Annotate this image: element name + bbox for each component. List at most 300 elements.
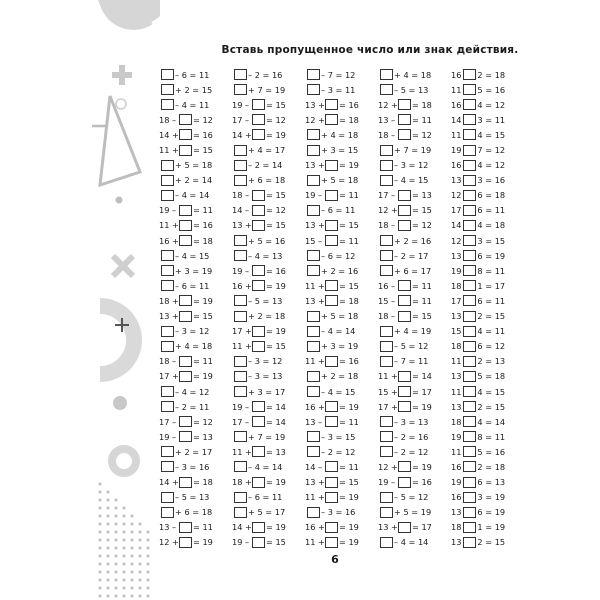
answer-box[interactable] bbox=[234, 461, 247, 472]
exercise-row bbox=[305, 309, 378, 324]
exercise-text: + 6 = 18 bbox=[175, 507, 213, 518]
exercise-column bbox=[378, 67, 451, 550]
exercise-text: = 12 bbox=[193, 416, 213, 427]
answer-box[interactable] bbox=[463, 175, 476, 186]
answer-box[interactable] bbox=[463, 492, 476, 503]
exercise-operand: 18 bbox=[451, 416, 462, 427]
exercise-text: 3 = 11 bbox=[477, 114, 506, 125]
exercise-row bbox=[159, 142, 232, 157]
answer-box[interactable] bbox=[252, 265, 265, 276]
answer-box[interactable] bbox=[463, 265, 476, 276]
exercise-text: = 19 bbox=[266, 129, 286, 140]
answer-box[interactable] bbox=[380, 492, 393, 503]
exercise-row bbox=[232, 414, 305, 429]
exercise-row bbox=[232, 278, 305, 293]
answer-box[interactable] bbox=[463, 190, 476, 201]
answer-box[interactable] bbox=[161, 492, 174, 503]
answer-box[interactable] bbox=[161, 160, 174, 171]
exercise-row bbox=[159, 248, 232, 263]
answer-box[interactable] bbox=[252, 220, 265, 231]
exercise-text: = 15 bbox=[412, 205, 432, 216]
exercise-row bbox=[378, 535, 451, 550]
answer-box[interactable] bbox=[463, 477, 476, 488]
exercise-text: = 19 bbox=[412, 461, 432, 472]
answer-box[interactable] bbox=[463, 235, 476, 246]
exercise-text: = 11 bbox=[193, 522, 213, 533]
exercise-text: 3 = 19 bbox=[477, 492, 506, 503]
exercise-row bbox=[451, 233, 524, 248]
answer-box[interactable] bbox=[307, 507, 320, 518]
answer-box[interactable] bbox=[325, 537, 338, 548]
answer-box[interactable] bbox=[161, 280, 174, 291]
exercise-operand: 13 + bbox=[305, 160, 325, 171]
exercise-row bbox=[451, 369, 524, 384]
answer-box[interactable] bbox=[252, 416, 265, 427]
exercise-row bbox=[305, 324, 378, 339]
answer-box[interactable] bbox=[380, 537, 393, 548]
exercise-operand: 19 bbox=[451, 431, 462, 442]
exercise-row bbox=[232, 324, 305, 339]
exercise-row bbox=[378, 339, 451, 354]
exercise-text: – 4 = 15 bbox=[175, 250, 210, 261]
exercise-column bbox=[232, 67, 305, 550]
exercise-row bbox=[451, 384, 524, 399]
exercise-operand: 13 + bbox=[159, 311, 179, 322]
exercise-row bbox=[232, 429, 305, 444]
exercise-row bbox=[159, 67, 232, 82]
answer-box[interactable] bbox=[234, 295, 247, 306]
answer-box[interactable] bbox=[252, 341, 265, 352]
answer-box[interactable] bbox=[252, 477, 265, 488]
exercise-row bbox=[451, 399, 524, 414]
exercise-operand: 11 + bbox=[159, 145, 179, 156]
answer-box[interactable] bbox=[234, 492, 247, 503]
exercise-operand: 13 + bbox=[232, 220, 252, 231]
exercise-operand: 11 + bbox=[159, 220, 179, 231]
page-number: 6 bbox=[331, 553, 339, 566]
exercise-text: – 6 = 11 bbox=[248, 492, 283, 503]
answer-box[interactable] bbox=[179, 220, 192, 231]
exercise-operand: 16 + bbox=[305, 522, 325, 533]
answer-box[interactable] bbox=[234, 145, 247, 156]
answer-box[interactable] bbox=[380, 507, 393, 518]
exercise-operand: 13 bbox=[451, 401, 462, 412]
answer-box[interactable] bbox=[463, 522, 476, 533]
answer-box[interactable] bbox=[380, 250, 393, 261]
answer-box[interactable] bbox=[252, 446, 265, 457]
answer-box[interactable] bbox=[325, 235, 338, 246]
exercise-row bbox=[159, 173, 232, 188]
exercise-row bbox=[232, 399, 305, 414]
answer-box[interactable] bbox=[161, 69, 174, 80]
exercise-text: = 11 bbox=[412, 295, 432, 306]
answer-box[interactable] bbox=[463, 416, 476, 427]
exercise-operand: 12 + bbox=[305, 114, 325, 125]
exercise-operand: 13 – bbox=[378, 114, 396, 125]
exercise-text: + 4 = 19 bbox=[394, 326, 432, 337]
answer-box[interactable] bbox=[252, 205, 265, 216]
exercise-row bbox=[305, 414, 378, 429]
answer-box[interactable] bbox=[380, 69, 393, 80]
exercise-operand: 18 bbox=[451, 341, 462, 352]
answer-box[interactable] bbox=[179, 477, 192, 488]
answer-box[interactable] bbox=[325, 99, 338, 110]
answer-box[interactable] bbox=[307, 145, 320, 156]
answer-box[interactable] bbox=[179, 537, 192, 548]
answer-box[interactable] bbox=[398, 190, 411, 201]
exercise-text: = 19 bbox=[339, 537, 359, 548]
answer-box[interactable] bbox=[325, 522, 338, 533]
answer-box[interactable] bbox=[179, 114, 192, 125]
exercise-text: 6 = 13 bbox=[477, 477, 506, 488]
answer-box[interactable] bbox=[380, 416, 393, 427]
answer-box[interactable] bbox=[463, 311, 476, 322]
answer-box[interactable] bbox=[252, 522, 265, 533]
answer-box[interactable] bbox=[234, 84, 247, 95]
exercise-row bbox=[378, 203, 451, 218]
exercise-operand: 15 + bbox=[378, 386, 398, 397]
answer-box[interactable] bbox=[463, 356, 476, 367]
answer-box[interactable] bbox=[463, 341, 476, 352]
exercise-operand: 11 bbox=[451, 356, 462, 367]
answer-box[interactable] bbox=[380, 84, 393, 95]
exercise-operand: 11 bbox=[451, 129, 462, 140]
exercise-operand: 18 + bbox=[159, 295, 179, 306]
exercise-row bbox=[232, 112, 305, 127]
answer-box[interactable] bbox=[252, 280, 265, 291]
answer-box[interactable] bbox=[463, 99, 476, 110]
answer-box[interactable] bbox=[463, 250, 476, 261]
circle-icon bbox=[116, 99, 126, 109]
answer-box[interactable] bbox=[179, 356, 192, 367]
exercise-row bbox=[159, 278, 232, 293]
exercise-row bbox=[159, 339, 232, 354]
answer-box[interactable] bbox=[380, 175, 393, 186]
exercise-row bbox=[378, 248, 451, 263]
exercise-row bbox=[232, 339, 305, 354]
answer-box[interactable] bbox=[307, 129, 320, 140]
answer-box[interactable] bbox=[234, 371, 247, 382]
exercise-operand: 17 + bbox=[232, 326, 252, 337]
exercise-row bbox=[305, 444, 378, 459]
answer-box[interactable] bbox=[179, 145, 192, 156]
answer-box[interactable] bbox=[161, 265, 174, 276]
answer-box[interactable] bbox=[325, 477, 338, 488]
answer-box[interactable] bbox=[398, 461, 411, 472]
exercise-row bbox=[305, 218, 378, 233]
answer-box[interactable] bbox=[307, 431, 320, 442]
answer-box[interactable] bbox=[252, 326, 265, 337]
exercise-text: – 5 = 12 bbox=[394, 492, 429, 503]
answer-box[interactable] bbox=[307, 69, 320, 80]
exercise-row bbox=[378, 414, 451, 429]
answer-box[interactable] bbox=[179, 311, 192, 322]
answer-box[interactable] bbox=[463, 114, 476, 125]
answer-box[interactable] bbox=[179, 431, 192, 442]
answer-box[interactable] bbox=[161, 99, 174, 110]
answer-box[interactable] bbox=[398, 114, 411, 125]
answer-box[interactable] bbox=[252, 129, 265, 140]
answer-box[interactable] bbox=[398, 295, 411, 306]
exercise-row bbox=[159, 293, 232, 308]
answer-box[interactable] bbox=[161, 341, 174, 352]
answer-box[interactable] bbox=[161, 250, 174, 261]
exercise-row bbox=[159, 203, 232, 218]
answer-box[interactable] bbox=[161, 507, 174, 518]
answer-box[interactable] bbox=[380, 341, 393, 352]
answer-box[interactable] bbox=[161, 175, 174, 186]
answer-box[interactable] bbox=[252, 537, 265, 548]
answer-box[interactable] bbox=[398, 205, 411, 216]
answer-box[interactable] bbox=[234, 386, 247, 397]
exercise-operand: 16 bbox=[451, 461, 462, 472]
answer-box[interactable] bbox=[179, 129, 192, 140]
answer-box[interactable] bbox=[380, 235, 393, 246]
exercise-row bbox=[451, 142, 524, 157]
answer-box[interactable] bbox=[398, 220, 411, 231]
answer-box[interactable] bbox=[380, 326, 393, 337]
exercise-text: – 7 = 11 bbox=[394, 356, 429, 367]
answer-box[interactable] bbox=[234, 507, 247, 518]
answer-box[interactable] bbox=[380, 356, 393, 367]
answer-box[interactable] bbox=[325, 356, 338, 367]
exercise-text: + 4 = 18 bbox=[175, 341, 213, 352]
exercise-row bbox=[378, 112, 451, 127]
answer-box[interactable] bbox=[463, 461, 476, 472]
exercise-text: = 16 bbox=[339, 356, 359, 367]
answer-box[interactable] bbox=[398, 280, 411, 291]
exercise-row bbox=[451, 414, 524, 429]
answer-box[interactable] bbox=[463, 160, 476, 171]
exercise-text: + 2 = 14 bbox=[175, 175, 213, 186]
exercise-text: = 12 bbox=[412, 129, 432, 140]
answer-box[interactable] bbox=[179, 522, 192, 533]
exercise-text: = 19 bbox=[339, 522, 359, 533]
answer-box[interactable] bbox=[234, 250, 247, 261]
exercise-row bbox=[305, 158, 378, 173]
exercise-row bbox=[232, 218, 305, 233]
answer-box[interactable] bbox=[234, 69, 247, 80]
answer-box[interactable] bbox=[307, 446, 320, 457]
exercise-row bbox=[378, 293, 451, 308]
exercise-text: + 4 = 18 bbox=[321, 129, 359, 140]
answer-box[interactable] bbox=[252, 190, 265, 201]
answer-box[interactable] bbox=[380, 160, 393, 171]
exercise-operand: 18 bbox=[451, 280, 462, 291]
answer-box[interactable] bbox=[307, 371, 320, 382]
answer-box[interactable] bbox=[325, 220, 338, 231]
exercise-row bbox=[378, 520, 451, 535]
answer-box[interactable] bbox=[398, 371, 411, 382]
exercise-row bbox=[232, 263, 305, 278]
exercise-text: = 13 bbox=[193, 431, 213, 442]
answer-box[interactable] bbox=[398, 129, 411, 140]
exercise-text: = 11 bbox=[339, 416, 359, 427]
exercise-text: + 2 = 18 bbox=[321, 371, 359, 382]
answer-box[interactable] bbox=[307, 175, 320, 186]
answer-box[interactable] bbox=[307, 311, 320, 322]
exercise-text: 1 = 19 bbox=[477, 522, 506, 533]
exercise-text: = 17 bbox=[412, 386, 432, 397]
exercise-text: – 4 = 14 bbox=[175, 190, 210, 201]
answer-box[interactable] bbox=[398, 386, 411, 397]
answer-box[interactable] bbox=[463, 371, 476, 382]
exercise-operand: 18 – bbox=[159, 356, 177, 367]
exercise-row bbox=[451, 459, 524, 474]
exercise-operand: 11 + bbox=[305, 280, 325, 291]
exercise-text: + 5 = 18 bbox=[321, 311, 359, 322]
exercise-row bbox=[232, 309, 305, 324]
exercise-row bbox=[305, 127, 378, 142]
answer-box[interactable] bbox=[161, 401, 174, 412]
exercise-row bbox=[451, 67, 524, 82]
exercise-text: + 3 = 15 bbox=[321, 145, 359, 156]
answer-box[interactable] bbox=[380, 145, 393, 156]
answer-box[interactable] bbox=[325, 461, 338, 472]
exercise-text: 2 = 18 bbox=[477, 69, 506, 80]
exercise-text: = 15 bbox=[266, 220, 286, 231]
exercise-text: = 16 bbox=[339, 99, 359, 110]
answer-box[interactable] bbox=[325, 401, 338, 412]
exercise-row bbox=[378, 475, 451, 490]
answer-box[interactable] bbox=[234, 160, 247, 171]
decorative-shapes bbox=[0, 0, 160, 600]
answer-box[interactable] bbox=[307, 341, 320, 352]
exercise-text: – 3 = 16 bbox=[321, 507, 356, 518]
exercise-row bbox=[305, 339, 378, 354]
answer-box[interactable] bbox=[307, 84, 320, 95]
answer-box[interactable] bbox=[463, 446, 476, 457]
exercise-operand: 18 – bbox=[378, 311, 396, 322]
answer-box[interactable] bbox=[463, 507, 476, 518]
answer-box[interactable] bbox=[234, 356, 247, 367]
exercise-text: 4 = 18 bbox=[477, 220, 506, 231]
answer-box[interactable] bbox=[463, 280, 476, 291]
answer-box[interactable] bbox=[463, 537, 476, 548]
exercise-operand: 13 bbox=[451, 175, 462, 186]
answer-box[interactable] bbox=[398, 99, 411, 110]
answer-box[interactable] bbox=[234, 431, 247, 442]
exercise-row bbox=[159, 82, 232, 97]
exercise-text: + 6 = 18 bbox=[248, 175, 286, 186]
exercise-text: – 4 = 15 bbox=[394, 175, 429, 186]
answer-box[interactable] bbox=[463, 129, 476, 140]
answer-box[interactable] bbox=[398, 477, 411, 488]
exercise-operand: 11 + bbox=[305, 356, 325, 367]
answer-box[interactable] bbox=[463, 401, 476, 412]
answer-box[interactable] bbox=[398, 311, 411, 322]
exercise-column bbox=[305, 67, 378, 550]
exercise-operand: 11 + bbox=[232, 341, 252, 352]
exercise-operand: 14 + bbox=[232, 522, 252, 533]
exercise-text: 2 = 15 bbox=[477, 537, 506, 548]
answer-box[interactable] bbox=[234, 235, 247, 246]
answer-box[interactable] bbox=[161, 190, 174, 201]
exercise-operand: 17 – bbox=[232, 114, 250, 125]
answer-box[interactable] bbox=[380, 431, 393, 442]
exercise-operand: 11 bbox=[451, 446, 462, 457]
answer-box[interactable] bbox=[325, 416, 338, 427]
exercise-operand: 16 + bbox=[305, 401, 325, 412]
answer-box[interactable] bbox=[252, 99, 265, 110]
answer-box[interactable] bbox=[161, 84, 174, 95]
answer-box[interactable] bbox=[398, 401, 411, 412]
exercise-row bbox=[378, 505, 451, 520]
answer-box[interactable] bbox=[325, 160, 338, 171]
exercise-text: = 19 bbox=[339, 401, 359, 412]
answer-box[interactable] bbox=[179, 371, 192, 382]
answer-box[interactable] bbox=[307, 326, 320, 337]
exercise-operand: 16 bbox=[451, 99, 462, 110]
answer-box[interactable] bbox=[325, 190, 338, 201]
answer-box[interactable] bbox=[161, 326, 174, 337]
answer-box[interactable] bbox=[325, 492, 338, 503]
exercise-row bbox=[159, 324, 232, 339]
answer-box[interactable] bbox=[252, 114, 265, 125]
answer-box[interactable] bbox=[234, 311, 247, 322]
answer-box[interactable] bbox=[307, 250, 320, 261]
exercise-text: 6 = 11 bbox=[477, 205, 506, 216]
exercise-operand: 12 + bbox=[378, 99, 398, 110]
answer-box[interactable] bbox=[161, 461, 174, 472]
answer-box[interactable] bbox=[161, 446, 174, 457]
answer-box[interactable] bbox=[325, 295, 338, 306]
answer-box[interactable] bbox=[463, 84, 476, 95]
answer-box[interactable] bbox=[380, 446, 393, 457]
exercise-operand: 13 bbox=[451, 371, 462, 382]
exercise-text: = 11 bbox=[339, 235, 359, 246]
answer-box[interactable] bbox=[307, 265, 320, 276]
answer-box[interactable] bbox=[179, 235, 192, 246]
answer-box[interactable] bbox=[252, 401, 265, 412]
answer-box[interactable] bbox=[179, 295, 192, 306]
exercise-text: – 3 = 12 bbox=[248, 356, 283, 367]
exercise-row bbox=[451, 127, 524, 142]
answer-box[interactable] bbox=[307, 205, 320, 216]
exercise-operand: 11 bbox=[451, 84, 462, 95]
answer-box[interactable] bbox=[179, 416, 192, 427]
answer-box[interactable] bbox=[463, 145, 476, 156]
answer-box[interactable] bbox=[463, 295, 476, 306]
exercise-row bbox=[232, 142, 305, 157]
exercise-operand: 17 – bbox=[232, 416, 250, 427]
answer-box[interactable] bbox=[325, 114, 338, 125]
exercise-text: – 3 = 13 bbox=[248, 371, 283, 382]
answer-box[interactable] bbox=[179, 205, 192, 216]
answer-box[interactable] bbox=[234, 175, 247, 186]
answer-box[interactable] bbox=[463, 205, 476, 216]
answer-box[interactable] bbox=[463, 326, 476, 337]
answer-box[interactable] bbox=[307, 386, 320, 397]
answer-box[interactable] bbox=[380, 265, 393, 276]
answer-box[interactable] bbox=[463, 69, 476, 80]
exercise-text: + 3 = 19 bbox=[321, 341, 359, 352]
exercise-row bbox=[451, 218, 524, 233]
exercise-row bbox=[232, 354, 305, 369]
answer-box[interactable] bbox=[463, 386, 476, 397]
exercise-row bbox=[159, 188, 232, 203]
exercise-operand: 13 + bbox=[305, 477, 325, 488]
answer-box[interactable] bbox=[463, 220, 476, 231]
exercise-row bbox=[232, 127, 305, 142]
answer-box[interactable] bbox=[325, 280, 338, 291]
answer-box[interactable] bbox=[398, 522, 411, 533]
exercise-operand: 16 – bbox=[378, 280, 396, 291]
exercise-text: + 2 = 18 bbox=[248, 311, 286, 322]
answer-box[interactable] bbox=[161, 386, 174, 397]
exercise-row bbox=[232, 233, 305, 248]
answer-box[interactable] bbox=[463, 431, 476, 442]
